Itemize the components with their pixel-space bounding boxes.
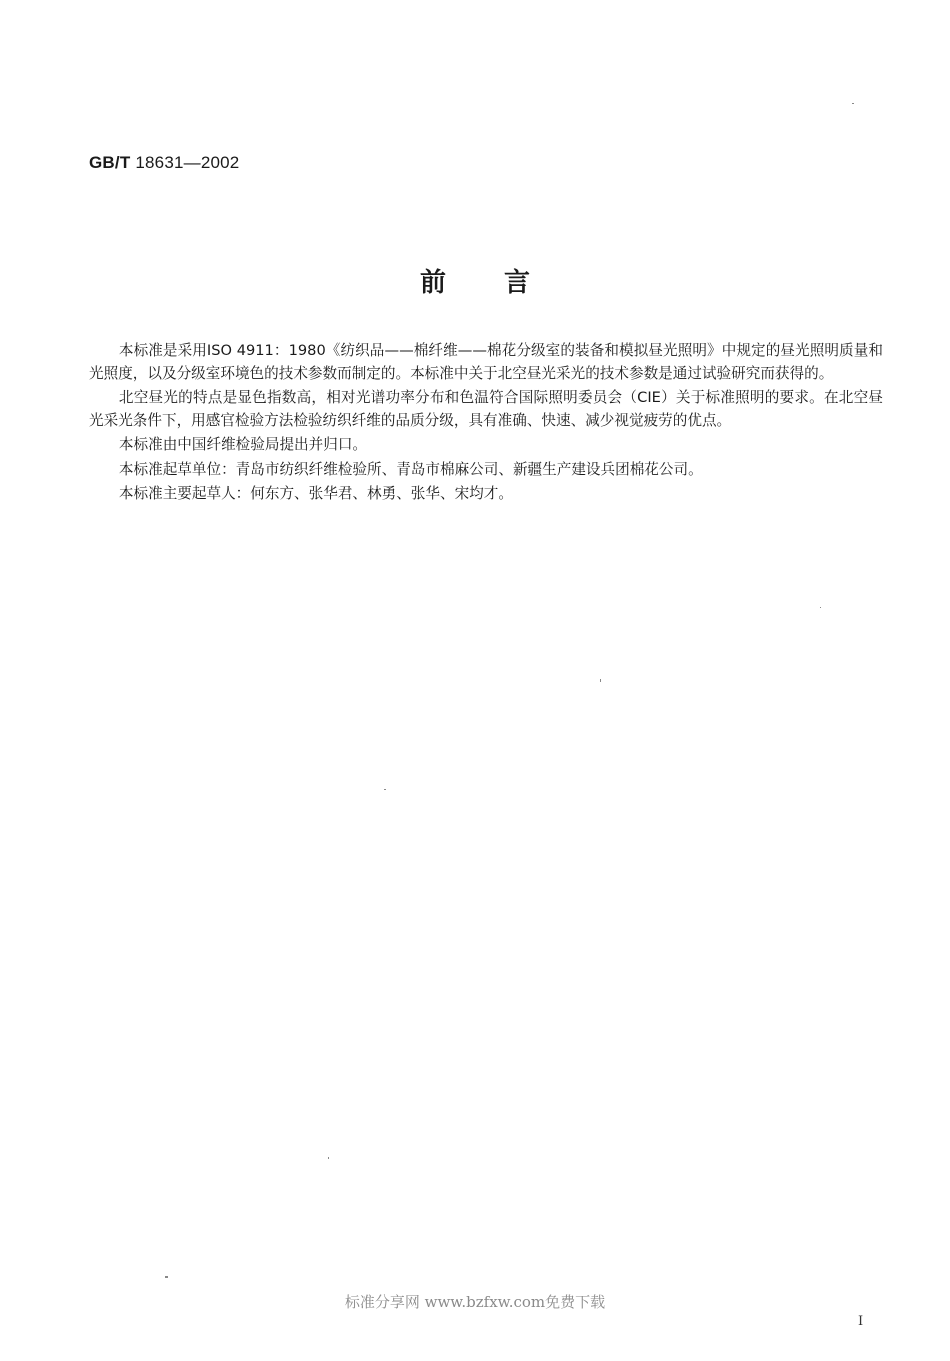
scan-speck [600,679,601,682]
scan-speck [852,103,854,104]
paragraph-north-sky-daylight: 北空昼光的特点是显色指数高，相对光谱功率分布和色温符合国际照明委员会（CIE）关于标准照明的要求。在北空昼光采光条件下，用感官检验方法检验纺织纤维的品质分级，具有准确、快速、减少视觉疲劳的优点。 [89,389,883,429]
standard-code-number: 18631—2002 [135,153,240,172]
scan-speck [820,607,821,608]
scan-speck [165,1276,168,1278]
paragraph-proposer: 本标准由中国纤维检验局提出并归口。 [118,436,368,453]
scan-speck [384,789,386,790]
standard-code [89,153,239,173]
page-title: 前言 [419,268,588,298]
foreword-body [89,340,883,506]
paragraph-drafters: 本标准主要起草人：何东方、张华君、林勇、张华、宋均才。 [118,485,513,502]
paragraph-adoption: 本标准是采用ISO 4911：1980《纺织品——棉纤维——棉花分级室的装备和模拟昼光照明》中规定的昼光照明质量和光照度，以及分级室环境色的技术参数而制定的。本标准中关于北空昼光采光的技术参数是通过试验研究而获得的。 [89,342,883,382]
scan-speck [328,1157,329,1159]
standard-code-prefix: GB/T [89,153,131,172]
footer-watermark: 标准分享网 www.bzfxw.com免费下载 [344,1293,606,1311]
paragraph-drafting-units: 本标准起草单位：青岛市纺织纤维检验所、青岛市棉麻公司、新疆生产建设兵团棉花公司。 [118,460,703,478]
page-number: I [858,1314,864,1329]
